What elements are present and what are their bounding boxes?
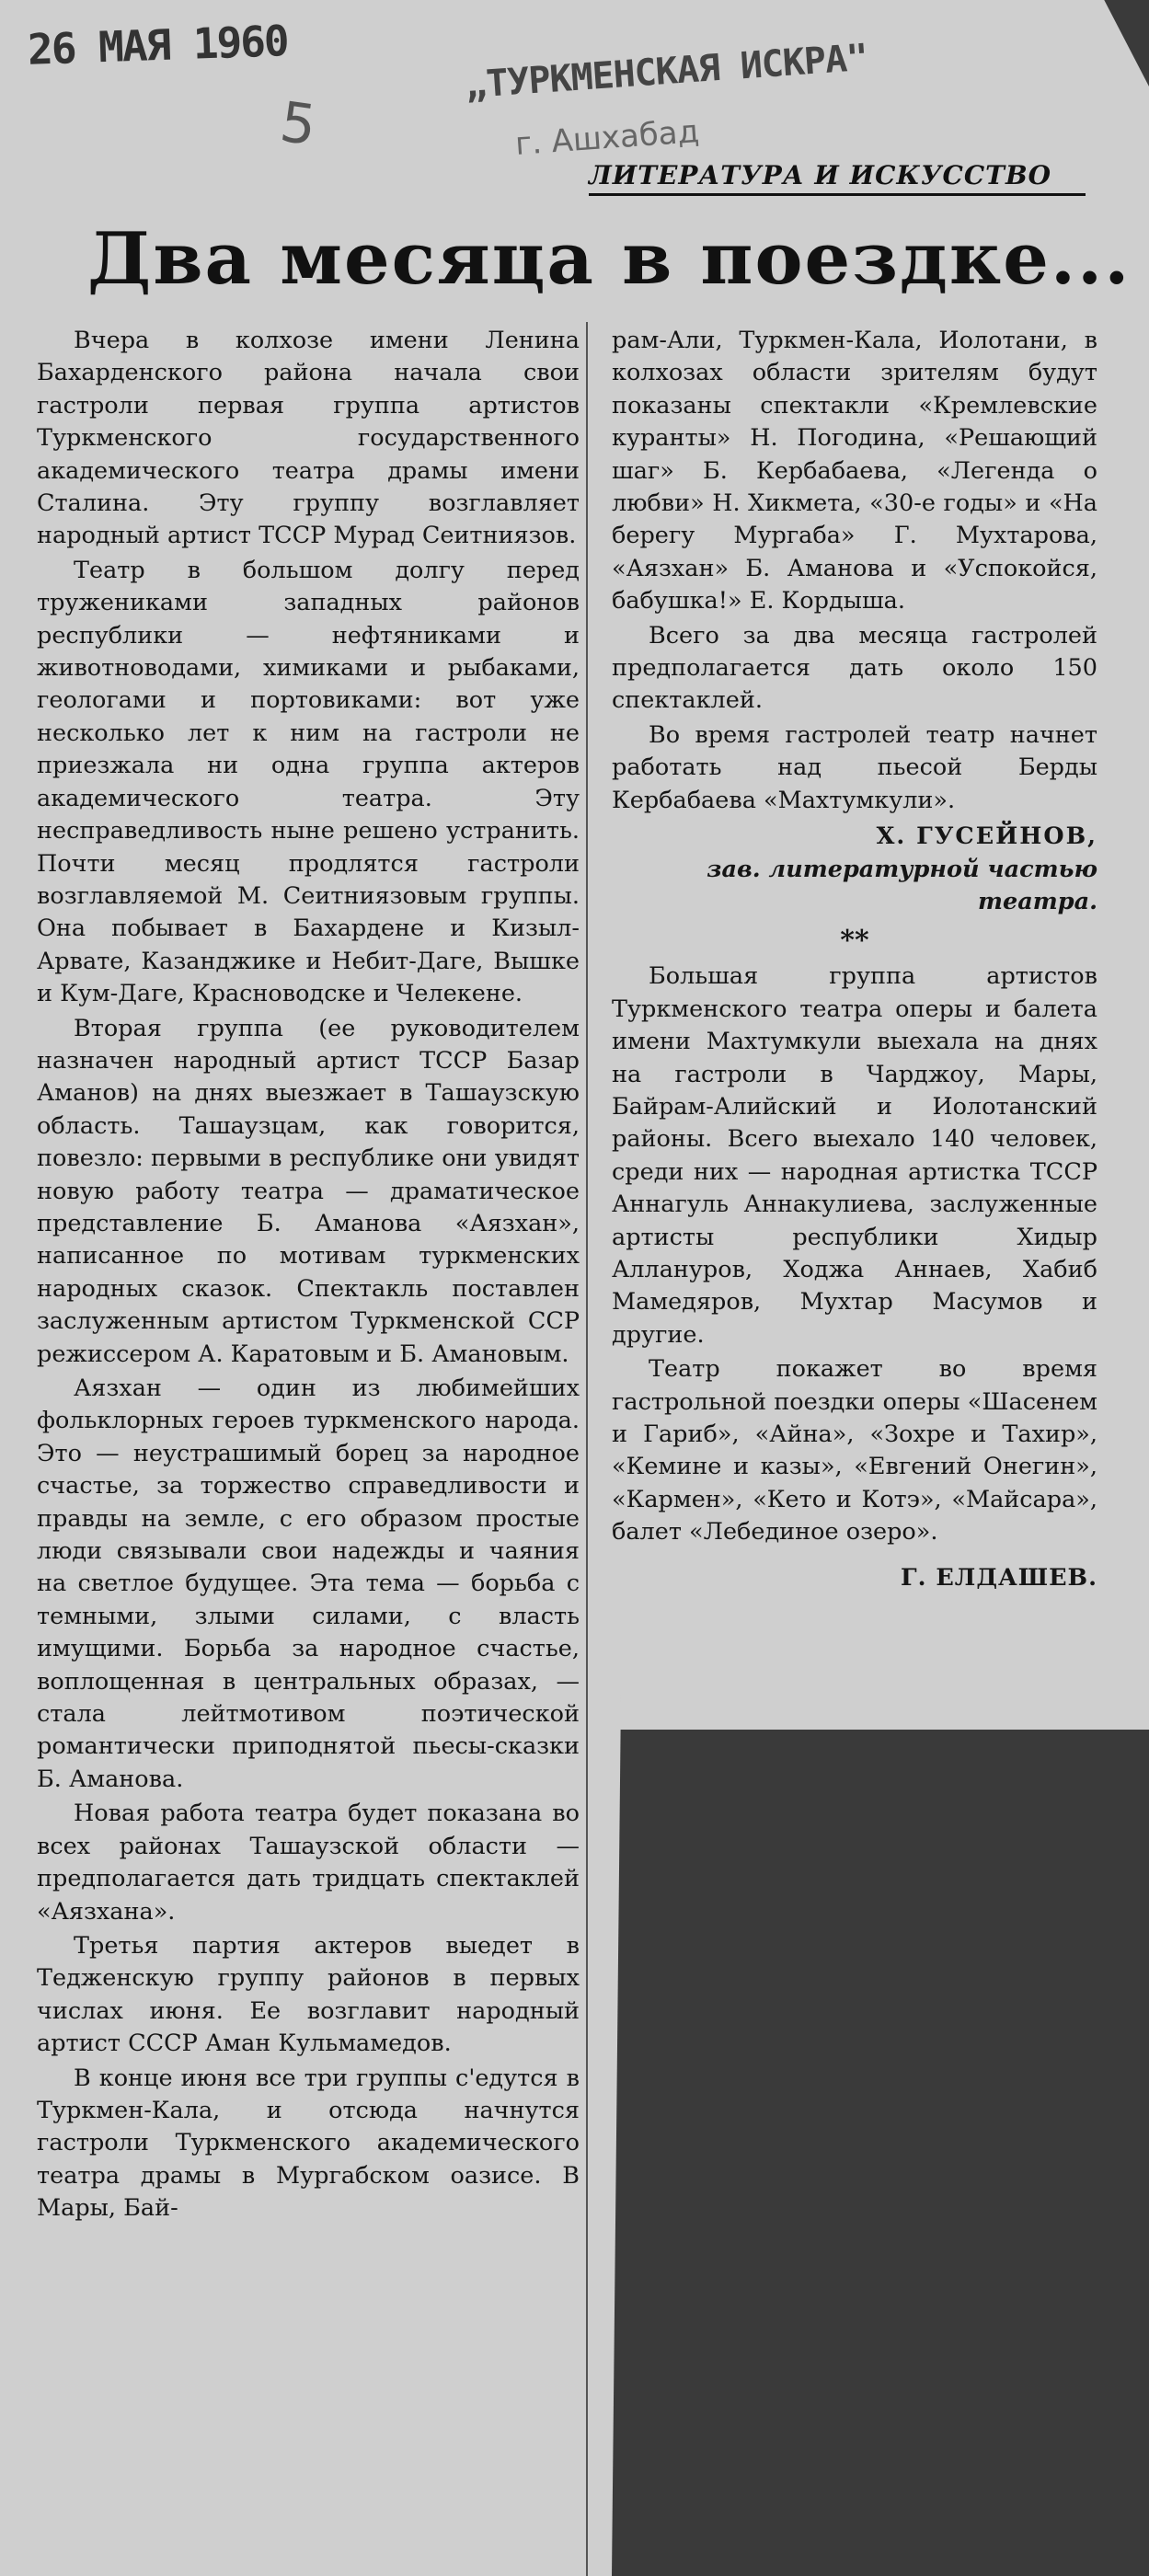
paragraph: Третья партия актеров выедет в Тедженскую группу районов в первых числах июня. Ее возглавит народный артист СССР Аман Кульмамедов.: [37, 1931, 580, 2058]
clipping-torn-edge: [598, 1693, 621, 2576]
page-number-mark: 5: [276, 89, 320, 159]
paragraph: Большая группа артистов Туркменского театра оперы и балета имени Махтумкули выехала на днях на гастроли в Чарджоу, Мары, Байрам-Алийский и Иолотанский районы. Всего выехало 140 человек, среди них — народная артистка ТССР Аннагуль Аннакулиева, заслуженные артисты республики Хидыр Аллануров, Ходжа Аннаев, Хабиб Мамедяров, Мухтар Масумов и другие.: [612, 962, 1097, 1349]
date-stamp: 26 МАЯ 1960: [27, 16, 289, 75]
section-separator: **: [840, 925, 869, 958]
paragraph: Вторая группа (ее руководителем назначен народный артист ТССР Базар Аманов) на днях выезжает в Ташаузскую область. Ташаузцам, как говорится, повезло: первыми в республике они увидят новую работу театра — драматическое представление Б. Аманова «Аязхан», написанное по мотивам туркменских народных сказок. Спектакль поставлен заслуженным артистом Туркменской ССР режиссером А. Каратовым и Б. Амановым.: [37, 1014, 580, 1368]
newspaper-stamp: „ТУРКМЕНСКАЯ ИСКРА": [463, 36, 869, 108]
paragraph: В конце июня все три группы с'едутся в Туркмен-Кала, и отсюда начнутся гастроли Туркменского академического театра драмы в Мургабском оазисе. В Мары, Бай-: [37, 2064, 580, 2223]
paragraph: Всего за два месяца гастролей предполагается дать около 150 спектаклей.: [612, 621, 1097, 715]
rubric-underline: [589, 193, 1086, 196]
author-role: зав. литературной частью театра.: [707, 855, 1097, 915]
article-right-column: [612, 325, 1097, 1594]
paragraph: Во время гастролей театр начнет работать над пьесой Берды Кербабаева «Махтумкули».: [612, 720, 1097, 814]
section-rubric: ЛИТЕРАТУРА И ИСКУССТВО: [589, 160, 1052, 190]
paragraph: рам-Али, Туркмен-Кала, Иолотани, в колхозах области зрителям будут показаны спектакли «Кремлевские куранты» Н. Погодина, «Решающий шаг» Б. Кербабаева, «Легенда о любви» Н. Хикмета, «30-е годы» и «На берегу Мургаба» Г. Мухтарова, «Аязхан» Б. Аманова и «Успокойся, бабушка!» Е. Кордыша.: [612, 327, 1097, 615]
author-signature: Х. ГУСЕЙНОВ,: [876, 822, 1097, 851]
author-signature: Г. ЕЛДАШЕВ.: [901, 1563, 1097, 1592]
paragraph: Театр в большом долгу перед тружениками западных районов республики — нефтяниками и животноводами, химиками и рыбаками, геологами и портовиками: вот уже несколько лет к ним на гастроли не приезжала ни одна группа актеров академического театра. Эту несправедливость ныне решено устранить. Почти месяц продлятся гастроли возглавляемой М. Сеитниязовым группы. Она побывает в Бахардене и Кизыл-Арвате, Казанджике и Небит-Даге, Вышке и Кум-Даге, Красноводске и Челекене.: [37, 556, 580, 1008]
paragraph: Вчера в колхозе имени Ленина Бахарденского района начала свои гастроли первая группа артистов Туркменского государственного академического театра драмы имени Сталина. Эту группу возглавляет народный артист ТССР Мурад Сеитниязов.: [37, 327, 580, 550]
column-divider: [586, 322, 588, 2576]
city-stamp: г. Ашхабад: [513, 113, 701, 163]
article-left-column: [37, 325, 580, 2225]
paragraph: Новая работа театра будет показана во всех районах Ташаузской области — предполагается дать тридцать спектаклей «Аязхана».: [37, 1800, 580, 1926]
article-headline: Два месяца в поездке...: [87, 217, 1132, 301]
paragraph: Аязхан — один из любимейших фольклорных героев туркменского народа. Это — неустрашимый борец за народное счастье, за торжество справедливости и правды на земле, с его образом простые люди связывали свои надежды и чаяния на светлое будущее. Эта тема — борьба с темными, злыми силами, с власть имущими. Борьба за народное счастье, воплощенная в центральных образах, — стала лейтмотивом поэтической романтически приподнятой пьесы-сказки Б. Аманова.: [37, 1374, 580, 1793]
paragraph: Театр покажет во время гастрольной поездки оперы «Шасенем и Гариб», «Айна», «Зохре и Тахир», «Кемине и казы», «Евгений Онегин», «Кармен», «Кето и Котэ», «Майсара», балет «Лебединое озеро».: [612, 1355, 1097, 1547]
